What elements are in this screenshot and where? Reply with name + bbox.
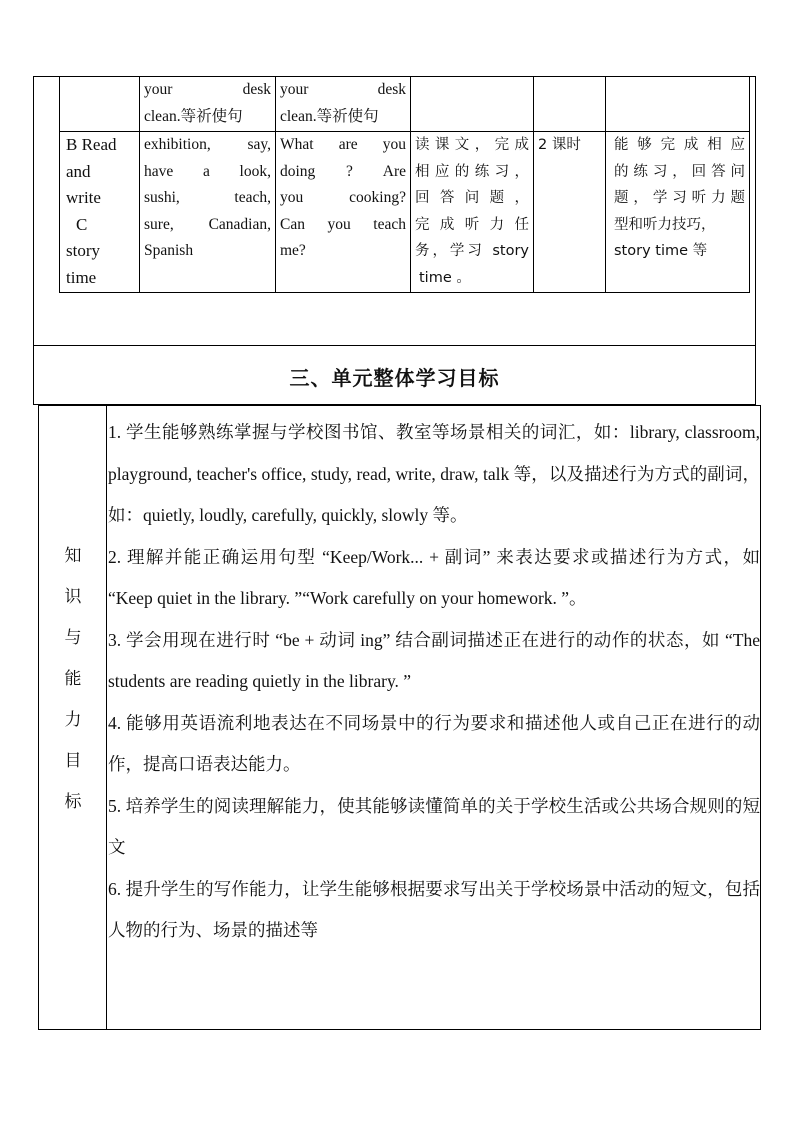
cell-section [60,132,140,293]
label-char: 力 [64,710,82,730]
goal-item: 4. 能够用英语流利地表达在不同场景中的行为要求和描述他人或自己正在进行的动作，提高口语表达能力。 [108,712,760,774]
cell-line: 相应的练习， [415,163,529,180]
cell-activities [411,77,534,132]
cell-line: Can you teach [280,215,406,233]
cell-line: B Read [66,135,117,154]
cell-line: clean.等祈使句 [144,107,243,125]
cell-line: 回 答 问 题 ， [415,190,529,206]
cell-objectives [606,77,750,132]
goal-item: 6. 提升学生的写作能力，让学生能够根据要求写出关于学校场景中活动的短文，包括人物的行为、场景的描述等 [108,878,760,940]
table-row [60,132,750,293]
cell-line: your desk [144,81,271,98]
cell-activities [411,132,534,293]
cell-line: write [66,188,101,207]
goal-item: 2. 理解并能正确运用句型 “Keep/Work... + 副词” 来表达要求或描述行为方式，如 “Keep quiet in the library. ”“Work carefully on your homework. ”。 [108,546,760,608]
cell-line: 务，学习 story [415,243,529,259]
table-row [60,77,750,132]
cell-line: clean.等祈使句 [280,107,379,125]
cell-line: What are you [280,136,406,153]
cell-objectives [606,132,750,293]
cell-sentences [276,132,411,293]
label-char: 能 [64,669,82,689]
cell-hours [534,132,606,293]
cell-line: sure, Canadian, [144,215,271,233]
cell-line: 型和听力技巧， [614,216,716,233]
cell-vocabulary [140,77,276,132]
cell-line: 题，学习听力题 [614,190,745,206]
label-char: 标 [64,792,82,812]
cell-line: me? [280,242,306,259]
cell-line: 读课文，完成 [415,137,529,153]
goals-content [108,412,760,952]
cell-hours [534,77,606,132]
label-char: 知 [64,546,82,566]
goal-item: 1. 学生能够熟练掌握与学校图书馆、教室等场景相关的词汇，如：library, classroom, playground, teacher's office, study, read, write, draw, talk 等，以及描述行为方式的副词，如：quietly, loudly, carefully, quickly, slowly 等。 [108,422,760,525]
label-char: 目 [64,751,82,771]
goals-label [39,406,107,1029]
cell-line: time [66,267,97,287]
cell-line: C [76,214,88,234]
cell-line: 能够完成相应 [614,137,745,153]
cell-line: doing ? Are [280,162,406,180]
goals-table [38,405,761,1030]
cell-line: have a look, [144,162,271,180]
label-char: 识 [64,587,82,607]
cell-section [60,77,140,132]
cell-line: exhibition, say, [144,136,271,153]
cell-line: you cooking? [280,189,406,206]
cell-line: story time 等 [614,243,708,259]
cell-line: 2 课时 [538,137,581,153]
cell-line: and [66,161,91,181]
cell-sentences [276,77,411,132]
cell-line: sushi, teach, [144,189,271,206]
cell-line: time 。 [419,269,471,286]
goal-item: 3. 学会用现在进行时 “be + 动词 ing” 结合副词描述正在进行的动作的状态，如 “The students are reading quietly in the library. ” [108,629,760,691]
cell-line: 完 成 听 力 任 [415,216,529,233]
cell-line: Spanish [144,242,194,259]
label-char: 与 [64,628,82,648]
cell-line: your desk [280,81,406,98]
cell-vocabulary [140,132,276,293]
cell-line: story [66,241,100,260]
cell-line: 的练习，回答问 [614,163,745,180]
section-title: 三、单元整体学习目标 [289,365,500,390]
lesson-plan-table [59,76,750,293]
goal-item: 5. 培养学生的阅读理解能力，使其能够读懂简单的关于学校生活或公共场合规则的短文 [108,795,760,857]
